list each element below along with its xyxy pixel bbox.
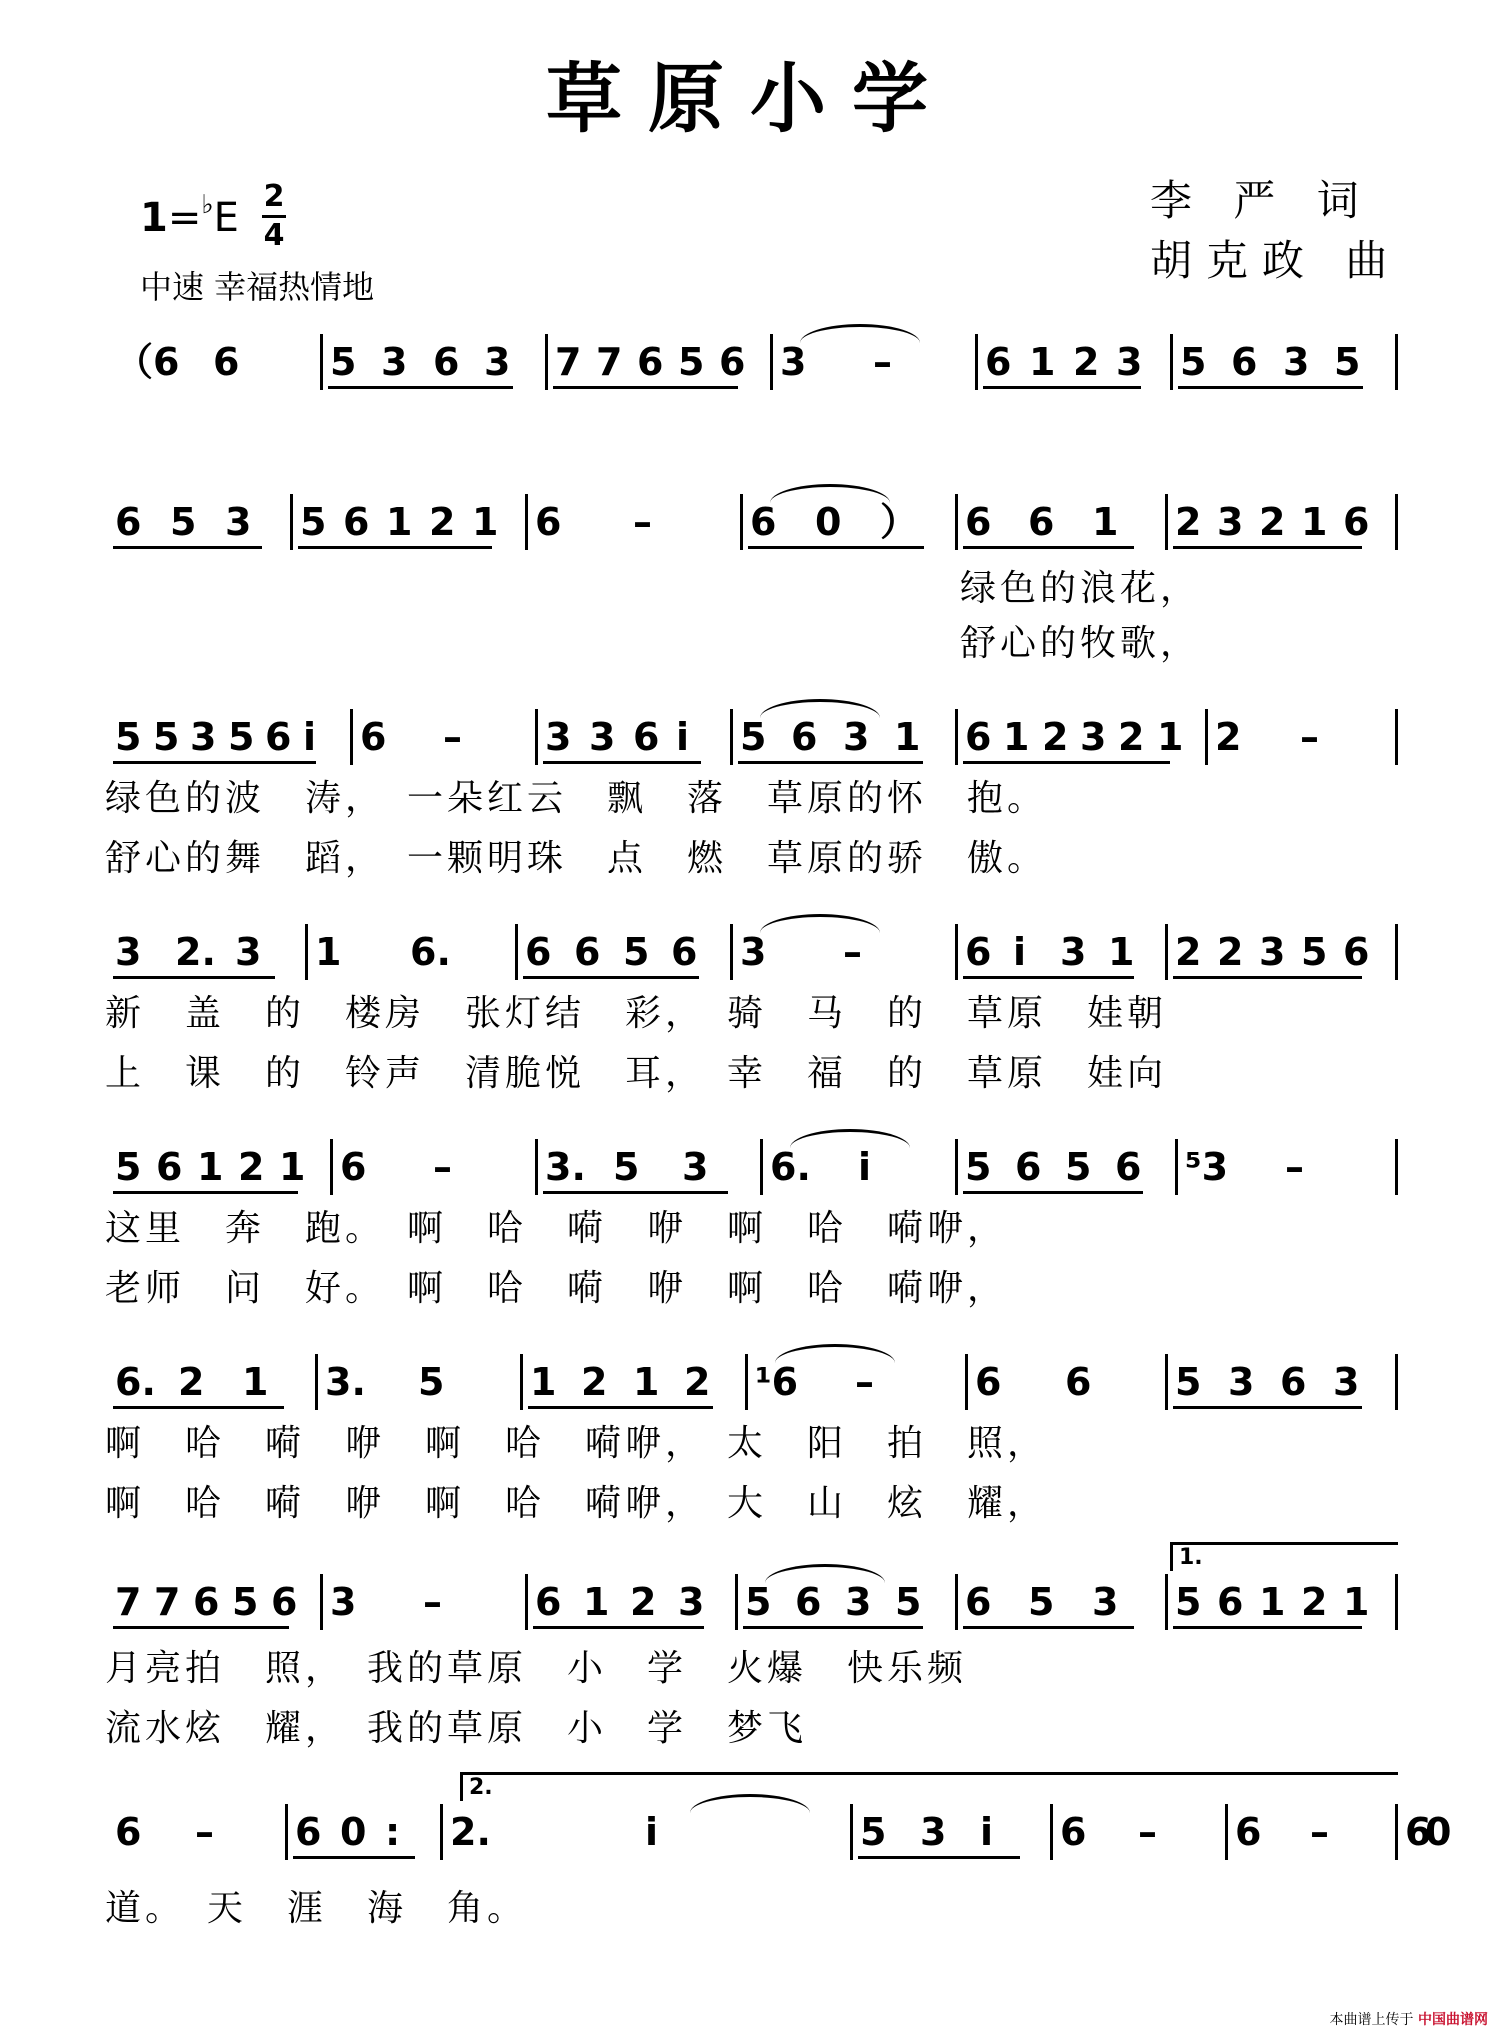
- note: 6.: [770, 1145, 811, 1189]
- slur: [800, 324, 920, 343]
- note: 6: [795, 1580, 822, 1624]
- note: 6: [574, 930, 601, 974]
- barline: [740, 494, 743, 550]
- beam-underline: [963, 546, 1134, 549]
- note: 3: [682, 1145, 709, 1189]
- note: 5: [115, 1145, 142, 1189]
- note: i: [303, 715, 317, 759]
- note: i: [980, 1810, 994, 1854]
- note: 6: [965, 500, 992, 544]
- barline: [955, 1139, 958, 1195]
- barline: [1395, 1574, 1398, 1630]
- barline: [535, 709, 538, 765]
- slur: [790, 1129, 910, 1148]
- note: –: [1310, 1810, 1329, 1854]
- barline: [1395, 334, 1398, 390]
- beam-underline: [113, 761, 316, 764]
- note: 3: [1283, 340, 1310, 384]
- barline: [1395, 1354, 1398, 1410]
- note: 5: [153, 715, 180, 759]
- lyric-line: 月亮拍 照， 我的草原 小 学 火爆 快乐频: [105, 1648, 968, 1689]
- beam-underline: [543, 761, 701, 764]
- barline: [1225, 1804, 1228, 1860]
- lyric-line: 老师 问 好。 啊 哈 嗬 咿 啊 哈 嗬咿，: [105, 1268, 1008, 1309]
- note: 6: [1235, 1810, 1262, 1854]
- note: 0: [815, 500, 842, 544]
- barline: [330, 1139, 333, 1195]
- note: 7: [115, 1580, 142, 1624]
- note: 2: [1073, 340, 1100, 384]
- note: 6: [985, 340, 1012, 384]
- note: 5: [1065, 1145, 1092, 1189]
- note: 2: [1175, 500, 1202, 544]
- note: 2: [1217, 930, 1244, 974]
- note: 3: [235, 930, 262, 974]
- barline: [850, 1804, 853, 1860]
- note: 2: [1215, 715, 1242, 759]
- barline: [515, 924, 518, 980]
- beam-underline: [1178, 386, 1363, 389]
- note: 6: [1231, 340, 1258, 384]
- note: 6: [343, 500, 370, 544]
- note: 1: [1108, 930, 1135, 974]
- note: 3: [1116, 340, 1143, 384]
- note: 6: [965, 715, 992, 759]
- note: 3: [484, 340, 511, 384]
- note: 1: [242, 1360, 269, 1404]
- note: 5: [895, 1580, 922, 1624]
- note: 5: [232, 1580, 259, 1624]
- lyric-line: 啊 哈 嗬 咿 啊 哈 嗬咿， 太 阳 拍 照，: [105, 1423, 1048, 1464]
- note: 3: [1217, 500, 1244, 544]
- key-signature: 1=♭E: [140, 190, 239, 241]
- note: 1: [1092, 500, 1119, 544]
- note: 1: [386, 500, 413, 544]
- note: –: [195, 1810, 214, 1854]
- note: 6: [433, 340, 460, 384]
- beam-underline: [528, 1406, 713, 1409]
- beam-underline: [748, 546, 924, 549]
- note: 6: [633, 715, 660, 759]
- lyric-line: 绿色的浪花，: [960, 568, 1201, 609]
- beam-underline: [743, 1626, 923, 1629]
- lyric-line: 道。 天 涯 海 角。: [105, 1888, 528, 1929]
- barline: [955, 1574, 958, 1630]
- beam-underline: [983, 386, 1141, 389]
- note: 2: [581, 1360, 608, 1404]
- note: 3: [1080, 715, 1107, 759]
- note: 6: [213, 340, 240, 384]
- note: 6: [1280, 1360, 1307, 1404]
- barline: [350, 709, 353, 765]
- barline: [745, 1354, 748, 1410]
- note: –: [443, 715, 462, 759]
- note: 6: [1060, 1810, 1087, 1854]
- note: 7: [596, 340, 623, 384]
- note: 2: [429, 500, 456, 544]
- note: 3: [920, 1810, 947, 1854]
- beam-underline: [113, 1626, 289, 1629]
- barline: [525, 1574, 528, 1630]
- note: 2.: [450, 1810, 491, 1854]
- barline: [440, 1804, 443, 1860]
- barline: [1165, 924, 1168, 980]
- note: :: [385, 1810, 401, 1854]
- note: 6: [1115, 1145, 1142, 1189]
- note: 3: [330, 1580, 357, 1624]
- note: 1: [197, 1145, 224, 1189]
- lyric-line: 舒心的舞 蹈， 一颗明珠 点 燃 草原的骄 傲。: [105, 838, 1048, 879]
- note: –: [1285, 1145, 1304, 1189]
- note: 5: [1175, 1580, 1202, 1624]
- note: 1: [1259, 1580, 1286, 1624]
- note: –: [855, 1360, 874, 1404]
- barline: [965, 1354, 968, 1410]
- volta-bracket-2: [460, 1772, 1398, 1801]
- note: 5: [623, 930, 650, 974]
- barline: [730, 709, 733, 765]
- note: 3.: [325, 1360, 366, 1404]
- note: ⁵3: [1185, 1145, 1229, 1189]
- note: i: [1013, 930, 1027, 974]
- barline: [730, 924, 733, 980]
- barline: [1395, 494, 1398, 550]
- note: 1: [315, 930, 342, 974]
- barline: [1205, 709, 1208, 765]
- beam-underline: [293, 1856, 415, 1859]
- lyric-line: 新 盖 的 楼房 张灯结 彩， 骑 马 的 草原 娃朝: [105, 993, 1168, 1034]
- beam-underline: [113, 1406, 284, 1409]
- note: 5: [1180, 340, 1207, 384]
- beam-underline: [1173, 976, 1362, 979]
- slur: [775, 1344, 895, 1363]
- note: 5: [1028, 1580, 1055, 1624]
- note: –: [433, 1145, 452, 1189]
- note: 0: [340, 1810, 367, 1854]
- slur: [760, 914, 880, 933]
- note: 6: [340, 1145, 367, 1189]
- note: 5: [1175, 1360, 1202, 1404]
- note: 5: [740, 715, 767, 759]
- note: –: [843, 930, 862, 974]
- lyric-line: 绿色的波 涛， 一朵红云 飘 落 草原的怀 抱。: [105, 778, 1048, 819]
- lyric-line: 啊 哈 嗬 咿 啊 哈 嗬咿， 大 山 炫 耀，: [105, 1483, 1048, 1524]
- note: 3: [740, 930, 767, 974]
- note: 6: [671, 930, 698, 974]
- note: 7: [555, 340, 582, 384]
- note: 1: [472, 500, 499, 544]
- note: 6: [193, 1580, 220, 1624]
- volta-label: 1.: [1179, 1545, 1203, 1570]
- barline: [285, 1804, 288, 1860]
- note: 5: [1301, 930, 1328, 974]
- barline: [1165, 494, 1168, 550]
- barline: [955, 709, 958, 765]
- note: 6: [791, 715, 818, 759]
- barline: [770, 334, 773, 390]
- barline: [535, 1139, 538, 1195]
- barline: [1395, 1139, 1398, 1195]
- note: 6: [1343, 930, 1370, 974]
- barline: [1395, 709, 1398, 765]
- barline: [545, 334, 548, 390]
- note: 3: [1228, 1360, 1255, 1404]
- note: 5: [170, 500, 197, 544]
- note: 2: [684, 1360, 711, 1404]
- note: i: [858, 1145, 872, 1189]
- beam-underline: [963, 1626, 1134, 1629]
- note: 3: [225, 500, 252, 544]
- note: 5: [228, 715, 255, 759]
- note: 2: [1175, 930, 1202, 974]
- beam-underline: [963, 761, 1170, 764]
- note: 6: [535, 500, 562, 544]
- note: 6.: [410, 930, 451, 974]
- note: 5: [300, 500, 327, 544]
- note: 1: [1003, 715, 1030, 759]
- note: 6: [750, 500, 777, 544]
- note: 0: [1425, 1810, 1452, 1854]
- note: –: [633, 500, 652, 544]
- barline: [320, 1574, 323, 1630]
- note: 6: [265, 715, 292, 759]
- beam-underline: [738, 761, 923, 764]
- note: i: [676, 715, 690, 759]
- note: 1: [530, 1360, 557, 1404]
- note: 6: [1015, 1145, 1042, 1189]
- note: 2.: [175, 930, 216, 974]
- barline: [305, 924, 308, 980]
- note: 5: [418, 1360, 445, 1404]
- note: 6: [156, 1145, 183, 1189]
- note: 6: [271, 1580, 298, 1624]
- note: 6: [295, 1810, 322, 1854]
- barline: [1395, 1804, 1398, 1860]
- note: 5: [745, 1580, 772, 1624]
- note: 6: [1065, 1360, 1092, 1404]
- lyric-line: 流水炫 耀， 我的草原 小 学 梦飞: [105, 1708, 808, 1749]
- beam-underline: [113, 546, 262, 549]
- upload-watermark: 本曲谱上传于 中国曲谱网: [1329, 2012, 1488, 2028]
- note: 5: [1334, 340, 1361, 384]
- note: 6: [975, 1360, 1002, 1404]
- note: 3: [381, 340, 408, 384]
- note: 3: [678, 1580, 705, 1624]
- note: 2: [238, 1145, 265, 1189]
- note: 1: [1029, 340, 1056, 384]
- note: 6: [1405, 1810, 1432, 1854]
- lyricist-credit: 李 严 词: [1150, 176, 1373, 225]
- note: （6: [115, 340, 180, 384]
- note: 3.: [545, 1145, 586, 1189]
- beam-underline: [963, 976, 1134, 979]
- barline: [1395, 924, 1398, 980]
- song-title: 草原小学: [546, 54, 954, 143]
- note: 1: [1301, 500, 1328, 544]
- barline: [525, 494, 528, 550]
- note: 5: [115, 715, 142, 759]
- note: 5: [613, 1145, 640, 1189]
- note: –: [423, 1580, 442, 1624]
- time-signature: 2 4: [263, 179, 285, 253]
- lyric-line: 这里 奔 跑。 啊 哈 嗬 咿 啊 哈 嗬咿，: [105, 1208, 1008, 1249]
- note: 6: [525, 930, 552, 974]
- note: 6.: [115, 1360, 156, 1404]
- lyric-line: 舒心的牧歌，: [960, 623, 1201, 664]
- beam-underline: [543, 1191, 728, 1194]
- beam-underline: [533, 1626, 704, 1629]
- beam-underline: [298, 546, 492, 549]
- note: 6: [360, 715, 387, 759]
- barline: [520, 1354, 523, 1410]
- note: 3: [545, 715, 572, 759]
- note: 3: [843, 715, 870, 759]
- note: 3: [589, 715, 616, 759]
- note: 6: [535, 1580, 562, 1624]
- beam-underline: [858, 1856, 1020, 1859]
- note: ）: [880, 500, 919, 544]
- note: 1: [1157, 715, 1184, 759]
- note: 5: [678, 340, 705, 384]
- lyric-line: 上 课 的 铃声 清脆悦 耳， 幸 福 的 草原 娃向: [105, 1053, 1168, 1094]
- note: 2: [1259, 500, 1286, 544]
- beam-underline: [113, 1191, 298, 1194]
- note: 1: [1343, 1580, 1370, 1624]
- note: 7: [154, 1580, 181, 1624]
- beam-underline: [963, 1191, 1143, 1194]
- note: 6: [1028, 500, 1055, 544]
- note: 3: [1060, 930, 1087, 974]
- note: –: [1300, 715, 1319, 759]
- note: 2: [178, 1360, 205, 1404]
- note: 2: [1301, 1580, 1328, 1624]
- barline: [1175, 1139, 1178, 1195]
- note: 2: [1042, 715, 1069, 759]
- slur: [765, 1564, 885, 1583]
- note: 5: [860, 1810, 887, 1854]
- composer-credit: 胡克政 曲: [1150, 236, 1402, 285]
- note: 1: [583, 1580, 610, 1624]
- note: 1: [279, 1145, 306, 1189]
- note: 2: [1118, 715, 1145, 759]
- beam-underline: [113, 976, 275, 979]
- note: 1: [633, 1360, 660, 1404]
- note: 3: [845, 1580, 872, 1624]
- note: 3: [190, 715, 217, 759]
- note: 6: [637, 340, 664, 384]
- barline: [760, 1139, 763, 1195]
- note: 6: [1343, 500, 1370, 544]
- note: 6: [965, 1580, 992, 1624]
- note: i: [645, 1810, 659, 1854]
- note: 3: [115, 930, 142, 974]
- slur: [770, 484, 890, 503]
- barline: [320, 334, 323, 390]
- barline: [975, 334, 978, 390]
- note: 5: [330, 340, 357, 384]
- note: 3: [1259, 930, 1286, 974]
- barline: [290, 494, 293, 550]
- note: 6: [115, 1810, 142, 1854]
- note: 3: [1333, 1360, 1360, 1404]
- note: 3: [780, 340, 807, 384]
- beam-underline: [523, 976, 699, 979]
- barline: [955, 494, 958, 550]
- note: 3: [1092, 1580, 1119, 1624]
- beam-underline: [1173, 546, 1362, 549]
- barline: [1170, 334, 1173, 390]
- note: 2: [630, 1580, 657, 1624]
- beam-underline: [553, 386, 738, 389]
- beam-underline: [328, 386, 513, 389]
- barline: [1050, 1804, 1053, 1860]
- note: 6: [719, 340, 746, 384]
- tempo-marking: 中速 幸福热情地: [140, 268, 375, 306]
- beam-underline: [1173, 1406, 1362, 1409]
- barline: [315, 1354, 318, 1410]
- note: 1: [894, 715, 921, 759]
- note: 5: [965, 1145, 992, 1189]
- barline: [1165, 1354, 1168, 1410]
- barline: [1165, 1574, 1168, 1630]
- note: ¹6: [755, 1360, 799, 1404]
- note: –: [1138, 1810, 1157, 1854]
- note: 6: [1217, 1580, 1244, 1624]
- slur: [760, 699, 880, 718]
- barline: [735, 1574, 738, 1630]
- barline: [955, 924, 958, 980]
- beam-underline: [1173, 1626, 1362, 1629]
- note: –: [873, 340, 892, 384]
- volta-label: 2.: [469, 1775, 493, 1800]
- note: 6: [965, 930, 992, 974]
- note: 6: [115, 500, 142, 544]
- volta-bracket-1: [1170, 1542, 1398, 1571]
